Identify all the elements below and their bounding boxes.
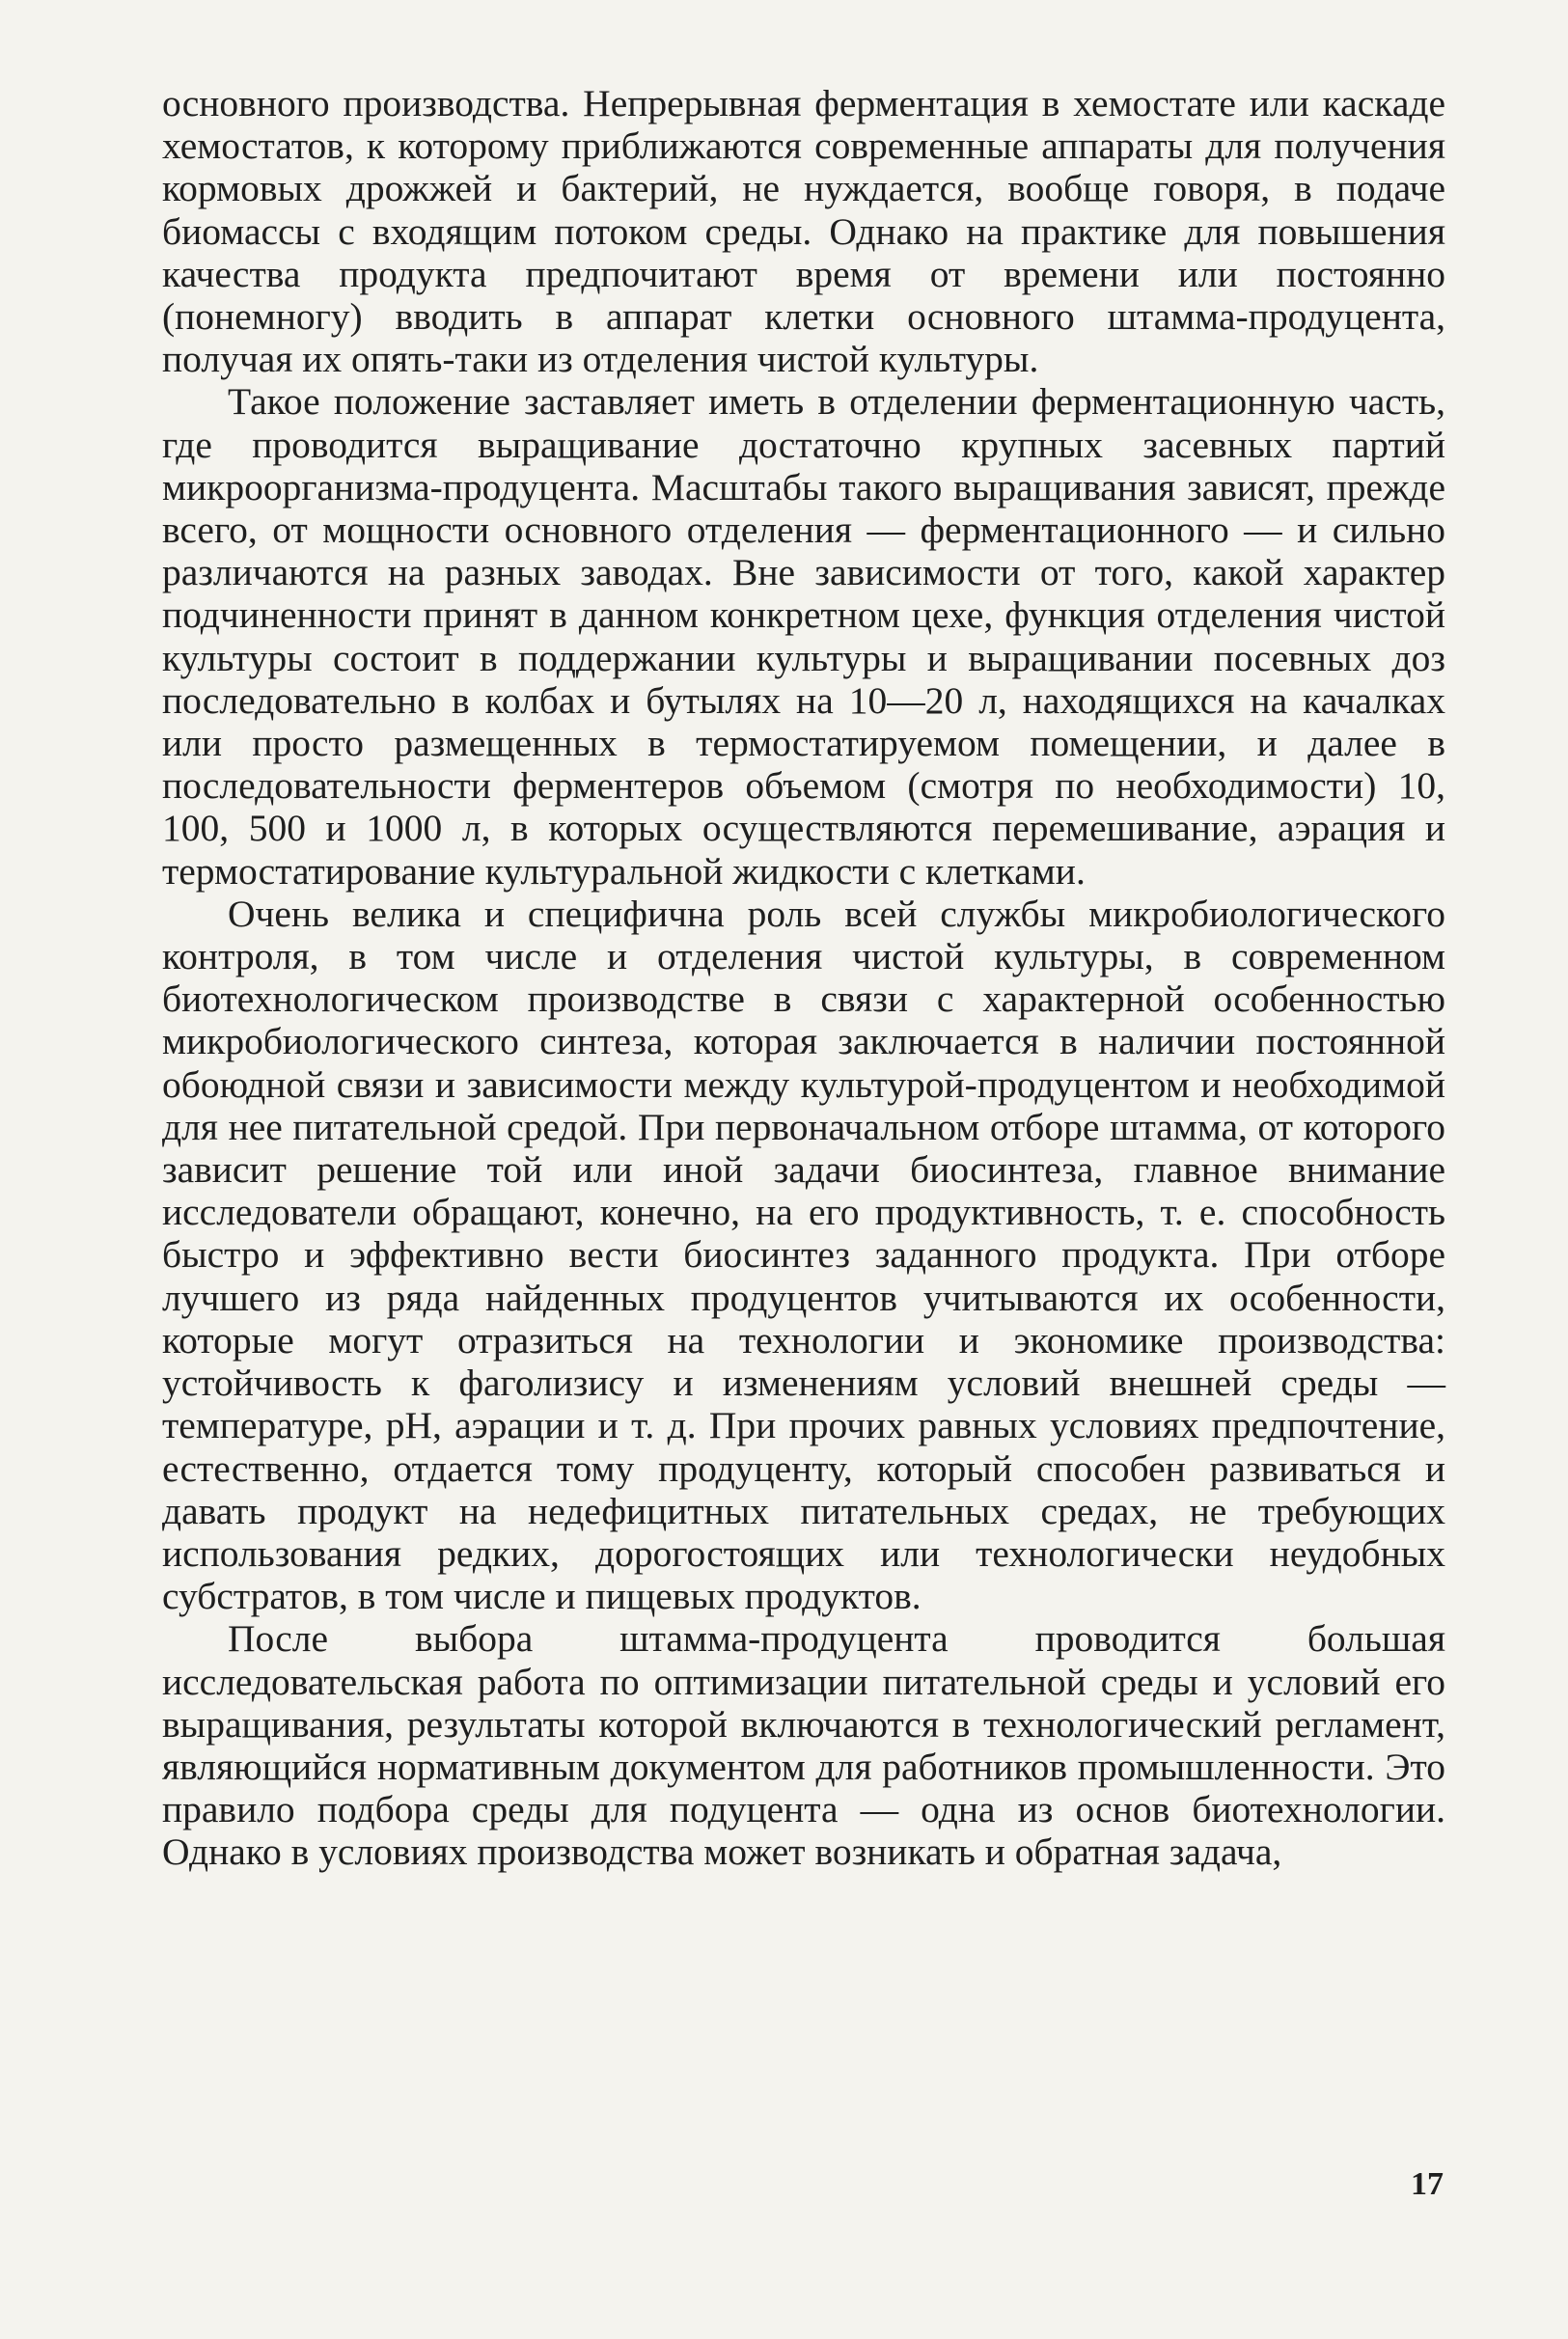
paragraph-2: Такое положение заставляет иметь в отделении ферментационную часть, где проводится выращивание достаточно крупных засевных партий микроорганизма-продуцента. Масштабы такого выращивания зависят, прежде всего, от мощности основного отделения — ферментационного — и сильно различаются на разных заводах. Вне зависимости от того, какой характер подчиненности принят в данном конкретном цехе, функция отделения чистой культуры состоит в поддержании культуры и выращивании посевных доз последовательно в колбах и бутылях на 10—20 л, находящихся на качалках или просто размещенных в термостатируемом помещении, и далее в последовательности ферментеров объемом (смотря по необходимости) 10, 100, 500 и 1000 л, в которых осуществляются перемешивание, аэрация и термостатирование культуральной жидкости с клетками. (162, 380, 1445, 893)
paragraph-1: основного производства. Непрерывная ферментация в хемостате или каскаде хемостатов, к которому приближаются современные аппараты для получения кормовых дрожжей и бактерий, не нуждается, вообще говоря, в подаче биомассы с входящим потоком среды. Однако на практике для повышения качества продукта предпочитают время от времени или постоянно (понемногу) вводить в аппарат клетки основного штамма-продуцента, получая их опять-таки из отделения чистой культуры. (162, 82, 1445, 381)
page-body (162, 82, 1445, 1874)
page-number: 17 (1411, 2166, 1444, 2202)
paragraph-3: Очень велика и специфична роль всей службы микробиологического контроля, в том числе и отделения чистой культуры, в современном биотехнологическом производстве в связи с характерной особенностью микробиологического синтеза, которая заключается в наличии постоянной обоюдной связи и зависимости между культурой-продуцентом и необходимой для нее питательной средой. При первоначальном отборе штамма, от которого зависит решение той или иной задачи биосинтеза, главное внимание исследователи обращают, конечно, на его продуктивность, т. е. способность быстро и эффективно вести биосинтез заданного продукта. При отборе лучшего из ряда найденных продуцентов учитываются их особенности, которые могут отразиться на технологии и экономике производства: устойчивость к фаголизису и изменениям условий внешней среды — температуре, pH, аэрации и т. д. При прочих равных условиях предпочтение, естественно, отдается тому продуценту, который способен развиваться и давать продукт на недефицитных питательных средах, не требующих использования редких, дорогостоящих или технологически неудобных субстратов, в том числе и пищевых продуктов. (162, 892, 1445, 1618)
paragraph-4: После выбора штамма-продуцента проводится большая исследовательская работа по оптимизации питательной среды и условий его выращивания, результаты которой включаются в технологический регламент, являющийся нормативным документом для работников промышленности. Это правило подбора среды для подуцента — одна из основ биотехнологии. Однако в условиях производства может возникать и обратная задача, (162, 1617, 1445, 1874)
